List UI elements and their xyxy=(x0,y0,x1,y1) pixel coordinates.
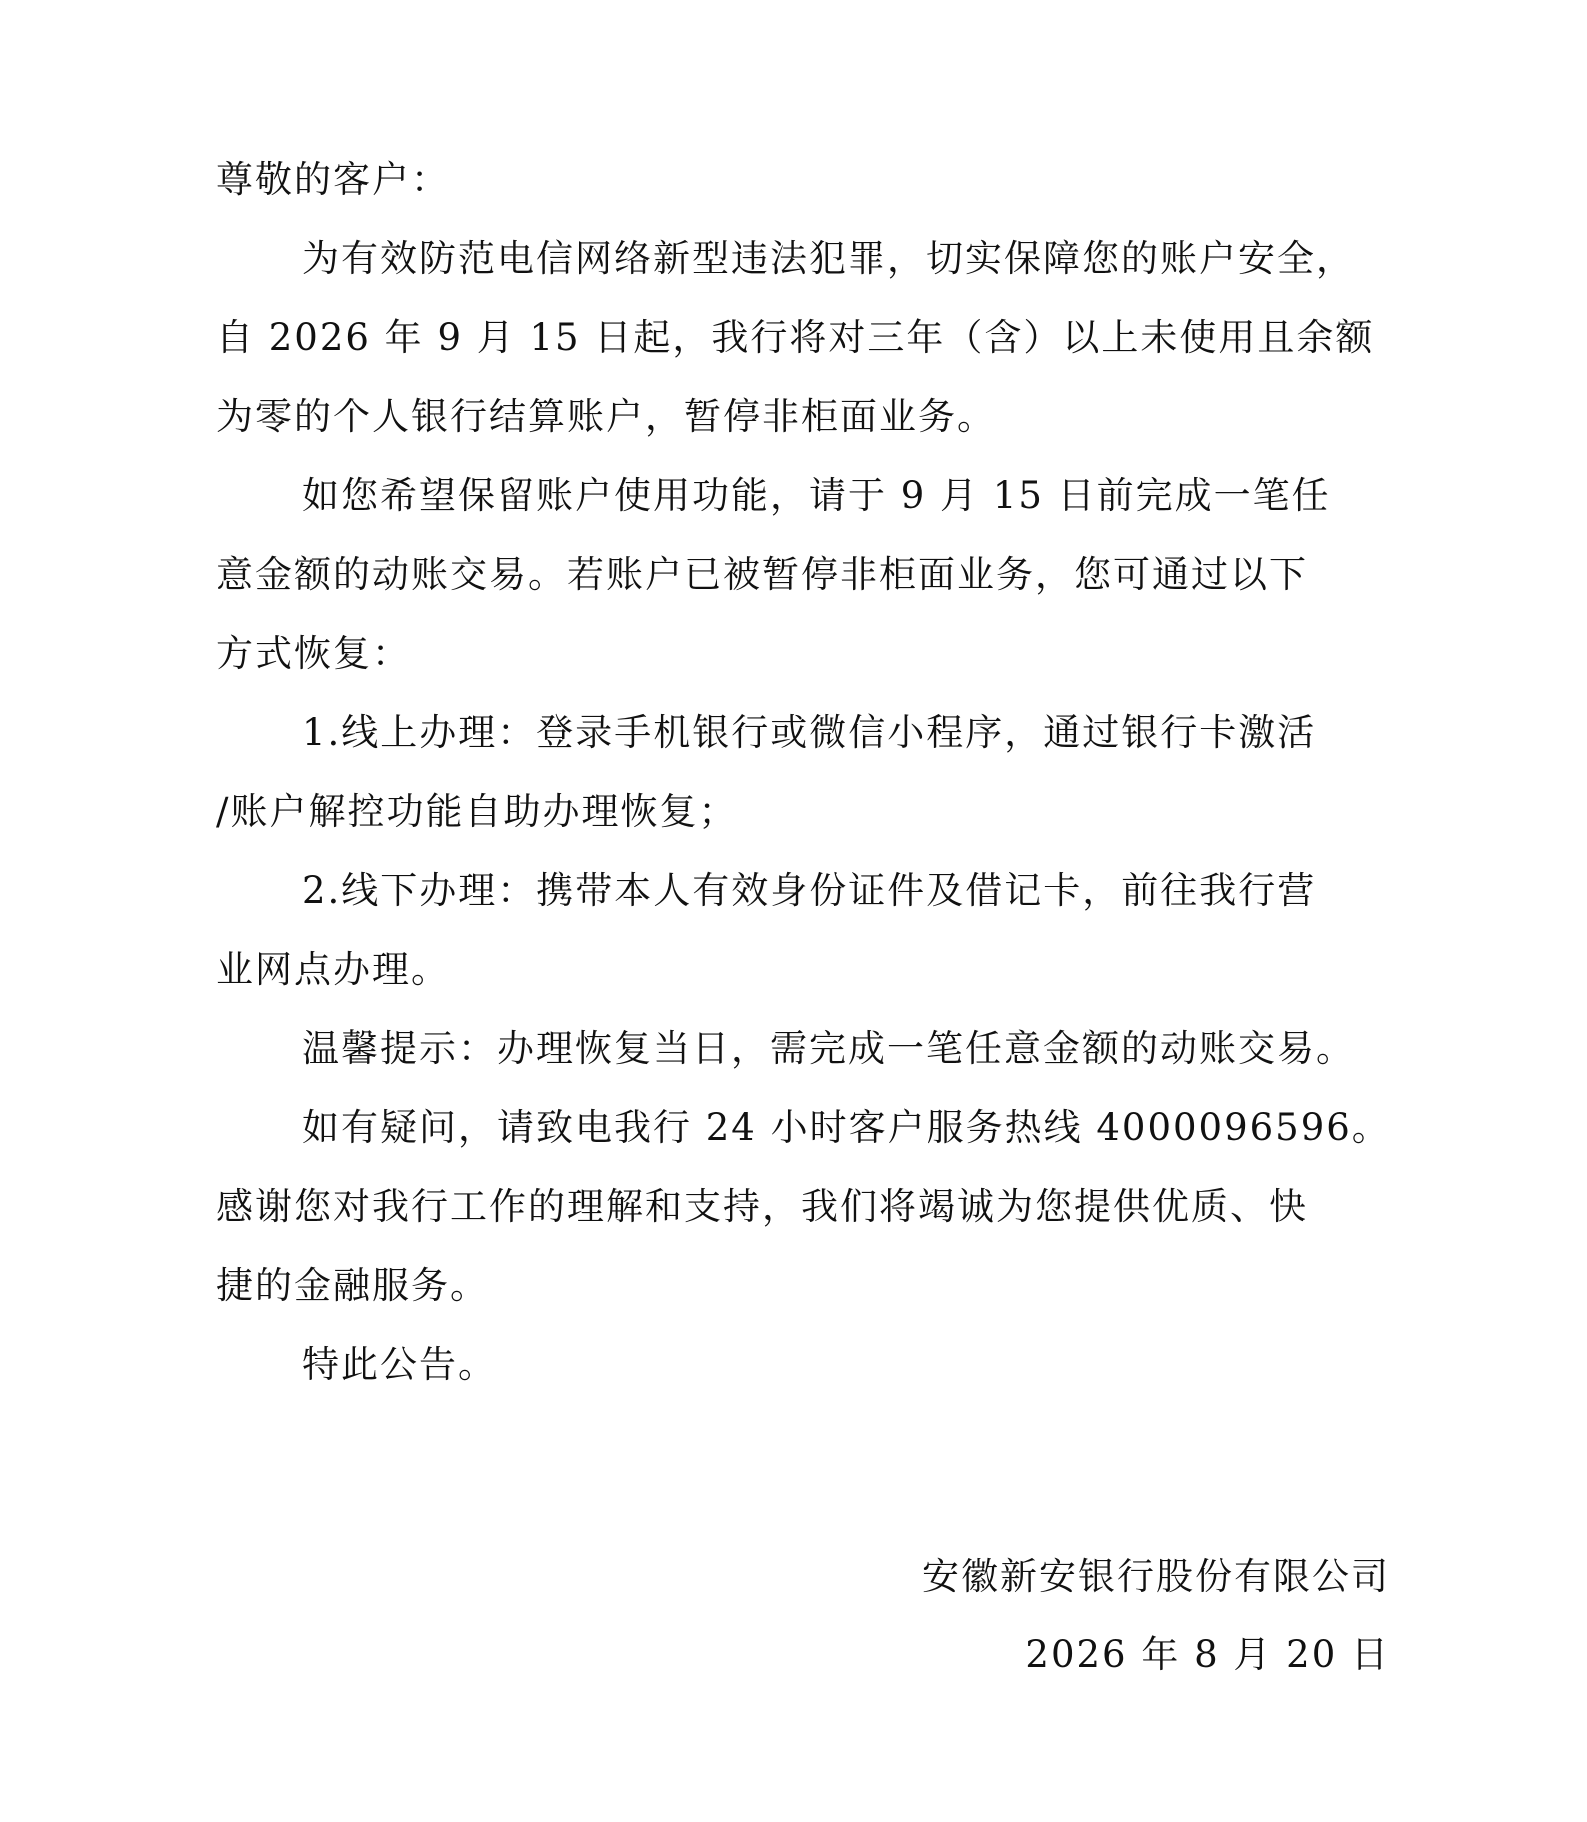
signature-organization: 安徽新安银行股份有限公司 xyxy=(922,1555,1390,1598)
paragraph-1-line-3: 为零的个人银行结算账户，暂停非柜面业务。 xyxy=(216,395,996,438)
greeting: 尊敬的客户： xyxy=(216,158,450,201)
signature-date: 2026 年 8 月 20 日 xyxy=(1025,1633,1390,1676)
contact-line-1: 如有疑问，请致电我行 24 小时客户服务热线 4000096596。 xyxy=(302,1106,1391,1149)
offline-method-line-2: 业网点办理。 xyxy=(216,948,450,991)
online-method-line-2: /账户解控功能自助办理恢复； xyxy=(216,790,738,833)
notice-body xyxy=(216,140,1396,1404)
paragraph-2-line-2: 意金额的动账交易。若账户已被暂停非柜面业务，您可通过以下 xyxy=(216,553,1308,596)
online-method-line-1: 1.线上办理：登录手机银行或微信小程序，通过银行卡激活 xyxy=(302,711,1317,754)
contact-line-2: 感谢您对我行工作的理解和支持，我们将竭诚为您提供优质、快 xyxy=(216,1185,1308,1228)
paragraph-2-line-3: 方式恢复： xyxy=(216,632,411,675)
offline-method-line-1: 2.线下办理：携带本人有效身份证件及借记卡，前往我行营 xyxy=(302,869,1317,912)
paragraph-2-line-1: 如您希望保留账户使用功能，请于 9 月 15 日前完成一笔任 xyxy=(302,474,1331,517)
paragraph-1-line-2: 自 2026 年 9 月 15 日起，我行将对三年（含）以上未使用且余额 xyxy=(216,316,1375,359)
contact-line-3: 捷的金融服务。 xyxy=(216,1264,489,1307)
reminder: 温馨提示：办理恢复当日，需完成一笔任意金额的动账交易。 xyxy=(302,1027,1355,1070)
paragraph-1-line-1: 为有效防范电信网络新型违法犯罪，切实保障您的账户安全， xyxy=(302,237,1355,280)
closing: 特此公告。 xyxy=(302,1343,497,1386)
